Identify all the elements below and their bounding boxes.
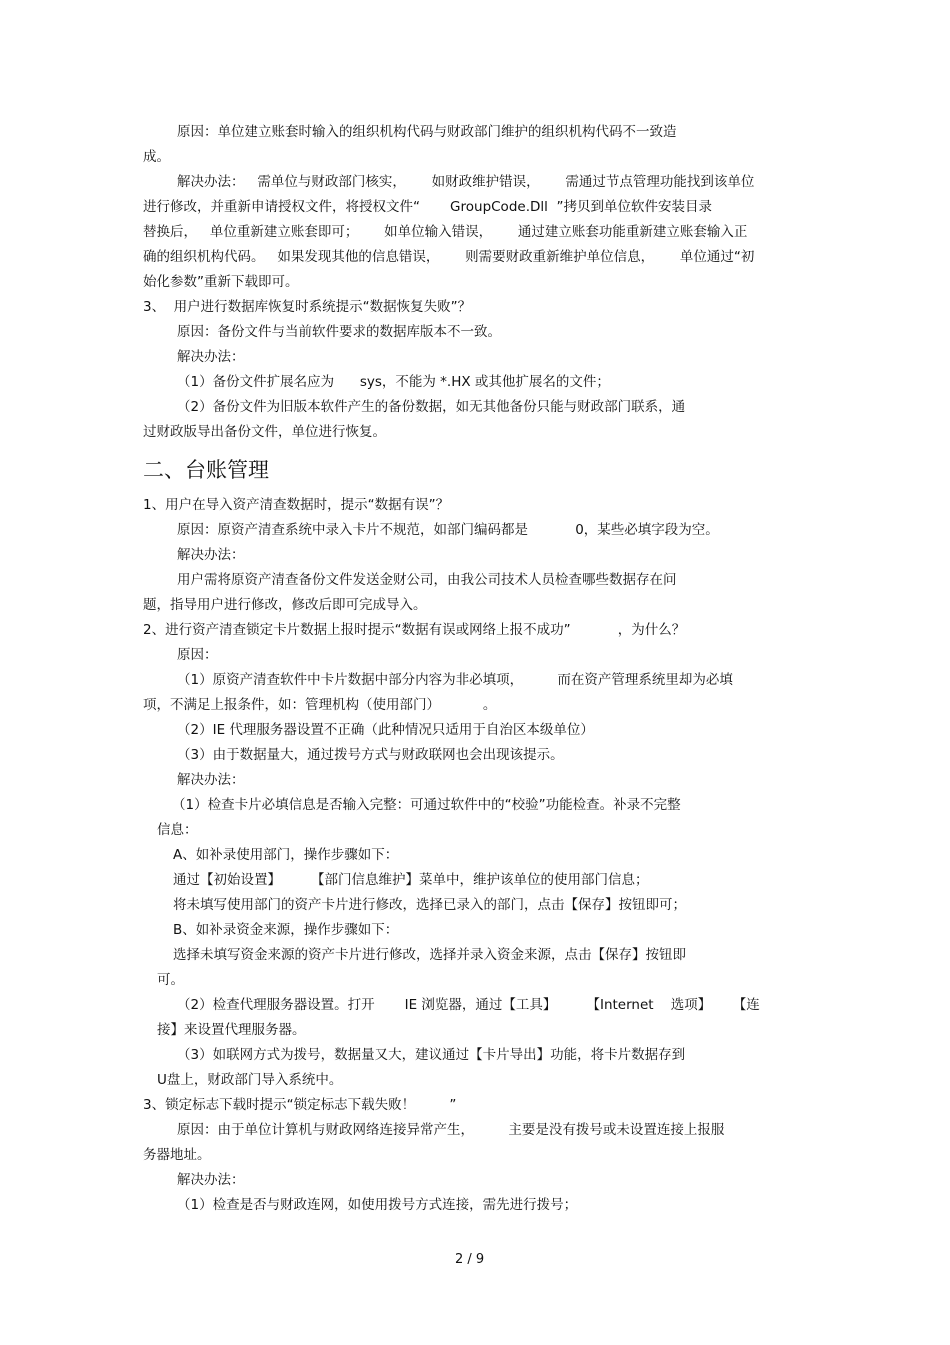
question-heading: 2、进行资产清查锁定卡片数据上报时提示“数据有误或网络上报不成功” ，为什么？ — [143, 622, 686, 638]
text-line: 题，指导用户进行修改，修改后即可完成导入。 — [143, 597, 427, 613]
text-line: A、如补录使用部门，操作步骤如下： — [173, 847, 399, 863]
text-line: 确的组织机构代码。 如果发现其他的信息错误， 则需要财政重新维护单位信息， 单位通过“初 — [143, 249, 755, 265]
text-line: 替换后， 单位重新建立账套即可； 如单位输入错误， 通过建立账套功能重新建立账套输入正 — [143, 224, 748, 240]
text-line: 可。 — [157, 972, 184, 988]
text-line: （1）检查卡片必填信息是否输入完整：可通过软件中的“校验”功能检查。补录不完整 — [172, 797, 681, 813]
text-line: 解决办法： — [177, 1172, 245, 1188]
text-line: 原因：原资产清查系统中录入卡片不规范，如部门编码都是 0，某些必填字段为空。 — [177, 522, 719, 538]
text-line: （3）由于数据量大，通过拨号方式与财政联网也会出现该提示。 — [177, 747, 564, 763]
text-line: 解决办法： — [177, 547, 245, 563]
text-line: 接】来设置代理服务器。 — [157, 1022, 306, 1038]
question-heading: 3、锁定标志下载时提示“锁定标志下载失败！ ” — [143, 1097, 457, 1113]
question-heading: 1、用户在导入资产清查数据时，提示“数据有误”？ — [143, 497, 450, 513]
text-line: 解决办法： — [177, 349, 245, 365]
text-line: 原因：由于单位计算机与财政网络连接异常产生， 主要是没有拨号或未设置连接上报服 — [177, 1122, 725, 1138]
text-line: 进行修改，并重新申请授权文件，将授权文件“ GroupCode.Dll ”拷贝到单位软件安装目录 — [143, 199, 712, 215]
text-line: 解决办法： 需单位与财政部门核实， 如财政维护错误， 需通过节点管理功能找到该单位 — [177, 174, 755, 190]
text-line: （1）检查是否与财政连网，如使用拨号方式连接，需先进行拨号； — [177, 1197, 578, 1213]
page-number: 2 / 9 — [455, 1252, 485, 1267]
text-line: 原因：备份文件与当前软件要求的数据库版本不一致。 — [177, 324, 501, 340]
text-line: U盘上，财政部门导入系统中。 — [157, 1072, 343, 1088]
text-line: 项，不满足上报条件，如：管理机构（使用部门） 。 — [143, 697, 497, 713]
section-heading: 二、台账管理 — [143, 458, 269, 482]
text-line: 务器地址。 — [143, 1147, 211, 1163]
text-line: 用户需将原资产清查备份文件发送金财公司，由我公司技术人员检查哪些数据存在问 — [177, 572, 677, 588]
text-line: 解决办法： — [177, 772, 245, 788]
question-heading: 3、 用户进行数据库恢复时系统提示“数据恢复失败”？ — [143, 299, 472, 315]
text-line: （2）检查代理服务器设置。打开 IE 浏览器，通过【工具】 【Internet 选项】 【连 — [177, 997, 760, 1013]
text-line: 将未填写使用部门的资产卡片进行修改，选择已录入的部门，点击【保存】按钮即可； — [173, 897, 686, 913]
text-line: 信息： — [157, 822, 198, 838]
text-line: （2）IE 代理服务器设置不正确（此种情况只适用于自治区本级单位） — [177, 722, 594, 738]
text-line: 选择未填写资金来源的资产卡片进行修改，选择并录入资金来源，点击【保存】按钮即 — [173, 947, 686, 963]
text-line: B、如补录资金来源，操作步骤如下： — [173, 922, 399, 938]
text-line: 成。 — [143, 149, 170, 165]
text-line: 通过【初始设置】 【部门信息维护】菜单中，维护该单位的使用部门信息； — [173, 872, 649, 888]
text-line: 过财政版导出备份文件，单位进行恢复。 — [143, 424, 386, 440]
text-line: 原因： — [177, 647, 218, 663]
text-line: （1）原资产清查软件中卡片数据中部分内容为非必填项， 而在资产管理系统里却为必填 — [177, 672, 733, 688]
text-line: 原因：单位建立账套时输入的组织机构代码与财政部门维护的组织机构代码不一致造 — [177, 124, 677, 140]
text-line: （3）如联网方式为拨号，数据量又大，建议通过【卡片导出】功能，将卡片数据存到 — [177, 1047, 686, 1063]
text-line: 始化参数”重新下载即可。 — [143, 274, 299, 290]
text-line: （2）备份文件为旧版本软件产生的备份数据，如无其他备份只能与财政部门联系，通 — [177, 399, 686, 415]
text-line: （1）备份文件扩展名应为 sys，不能为 *.HX 或其他扩展名的文件； — [177, 374, 610, 390]
